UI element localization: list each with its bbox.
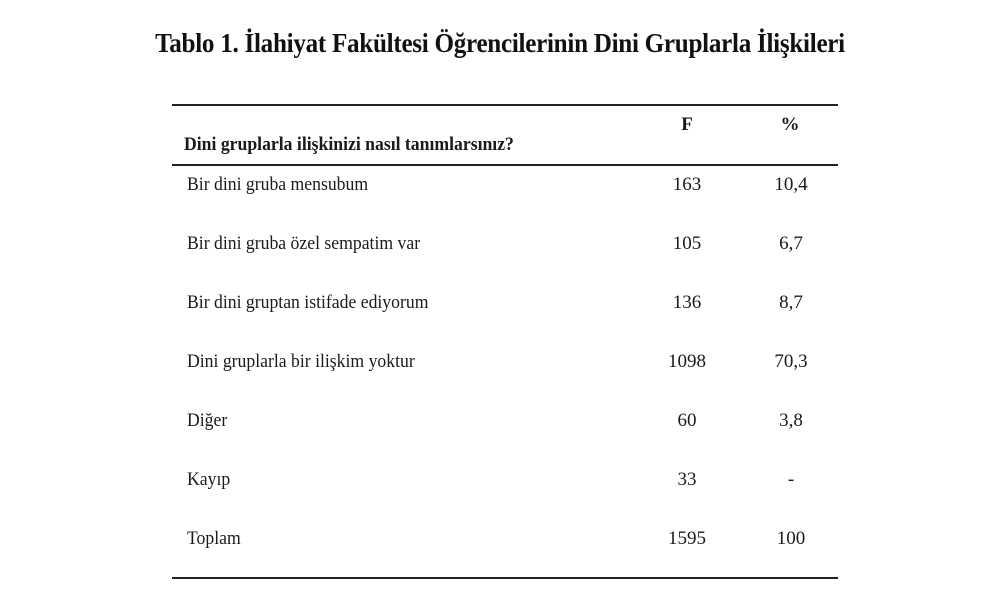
table-row [0,351,1000,379]
table-row [0,174,1000,202]
header-frequency: F [681,114,693,135]
row-frequency: 1595 [668,528,706,549]
table-row [0,410,1000,438]
row-frequency: 33 [677,469,697,490]
row-label: Bir dini gruba özel sempatim var [187,233,421,254]
table-row [0,233,1000,261]
table-row-total [0,528,1000,556]
header-percent: % [780,114,800,135]
row-label: Bir dini gruptan istifade ediyorum [187,292,429,313]
table-title: Tablo 1. İlahiyat Fakültesi Öğrencilerinin Dini Gruplarla İlişkileri [155,28,845,58]
row-frequency: 60 [677,410,697,431]
row-label: Toplam [187,528,241,549]
row-percent: 100 [776,528,806,549]
table-row [0,469,1000,497]
row-percent: 6,7 [779,233,803,254]
row-frequency: 136 [672,292,702,313]
row-percent: - [787,469,795,490]
row-frequency: 1098 [668,351,706,372]
row-percent: 10,4 [774,174,808,195]
table-row [0,292,1000,320]
row-label: Bir dini gruba mensubum [187,174,369,195]
row-percent: 70,3 [774,351,808,372]
row-frequency: 105 [672,233,702,254]
row-label: Dini gruplarla bir ilişkim yoktur [187,351,415,372]
row-percent: 8,7 [779,292,803,313]
table-bottom-rule [172,577,838,579]
table-top-rule [172,104,838,106]
header-question: Dini gruplarla ilişkinizi nasıl tanımlarsınız? [184,134,514,155]
row-frequency: 163 [672,174,702,195]
row-label: Diğer [187,410,228,431]
row-percent: 3,8 [779,410,803,431]
row-label: Kayıp [187,469,231,490]
table-header-rule [172,164,838,166]
